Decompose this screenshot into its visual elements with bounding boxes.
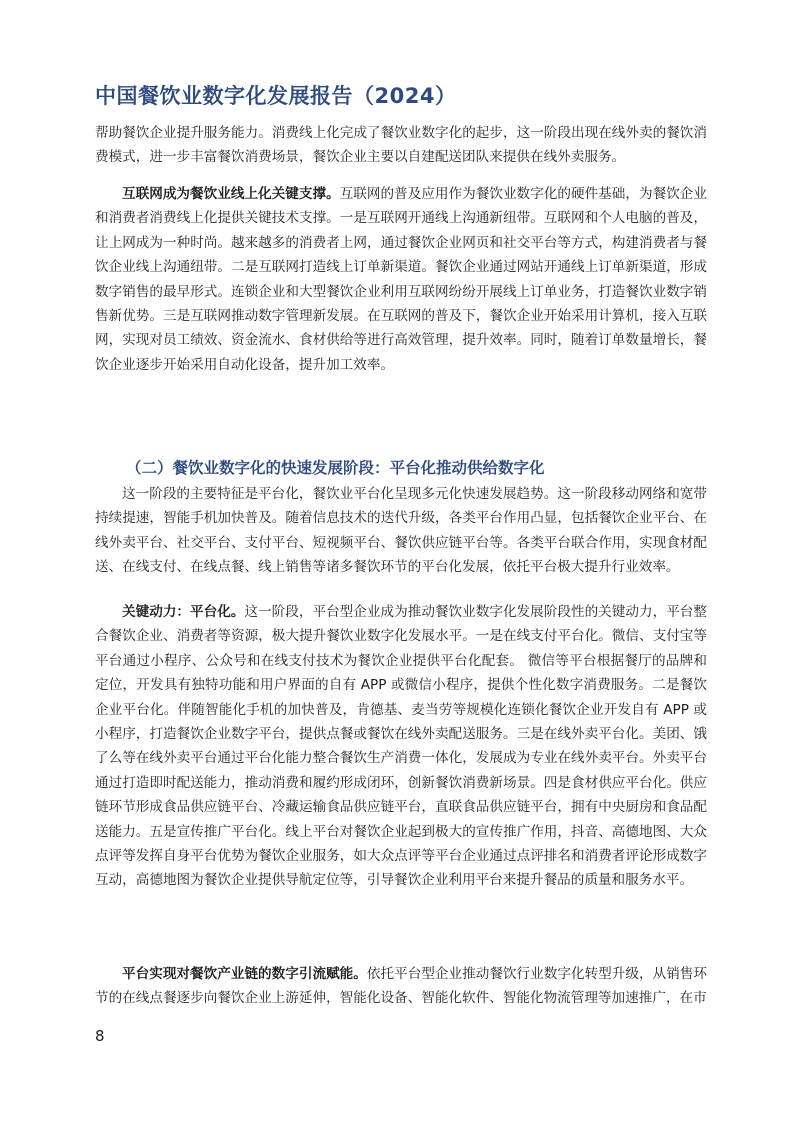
report-title: 中国餐饮业数字化发展报告（2024） bbox=[95, 84, 457, 108]
paragraph-consumption-online: 帮助餐饮企业提升服务能力。消费线上化完成了餐饮业数字化的起步，这一阶段出现在线外卖的餐饮消费模式，进一步丰富餐饮消费场景，餐饮企业主要以自建配送团队来提供在线外卖服务。 bbox=[95, 125, 707, 166]
paragraph-lead-key-driver: 关键动力：平台化。 bbox=[122, 604, 245, 620]
paragraph-platform-empower bbox=[95, 962, 707, 1011]
paragraph-key-driver bbox=[95, 600, 707, 893]
paragraph-stage-overview: 这一阶段的主要特征是平台化，餐饮业平台化呈现多元化快速发展趋势。这一阶段移动网络和宽带持续提速，智能手机加快普及。随着信息技术的迭代升级，各类平台作用凸显，包括餐饮企业平台、在线外卖平台、社交平台、支付平台、短视频平台、餐饮供应链平台等。各类平台联合作用，实现食材配送、在线支付、在线点餐、线上销售等诸多餐饮环节的平台化发展，依托平台极大提升行业效率。 bbox=[95, 486, 707, 576]
paragraph-body-platform: 依托平台型企业推动餐饮行业数字化转型升级，从销售环节的在线点餐逐步向餐饮企业上游延伸，智能化设备、智能化软件、智能化物流管理等加速推广，在市 bbox=[95, 966, 708, 1007]
page-number: 8 bbox=[95, 1027, 105, 1045]
paragraph-body-key-driver: 这一阶段，平台型企业成为推动餐饮业数字化发展阶段性的关键动力，平台整合餐饮企业、消费者等资源，极大提升餐饮业数字化发展水平。一是在线支付平台化。微信、支付宝等平台通过小程序、公众号和在线支付技术为餐饮企业提供平台化配套。 微信等平台根据餐厅的品牌和定位，开发具有独特功能和用户界面的自有 APP 或微信小程序，提供个性化数字消费服务。二是餐饮企业平台化。伴随智能化手机的加快普及，肯德基、麦当劳等规模化连锁化餐饮企业开发自有 APP 或小程序，打造餐饮企业数字平台，提供点餐或餐饮在线外卖配送服务。三是在线外卖平台化。美团、饿了么等在线外卖平台通过平台化能力整合餐饮生产消费一体化，发展成为专业在线外卖平台。外卖平台通过打造即时配送能力，推动消费和履约形成闭环，创新餐饮消费新场景。四是食材供应平台化。供应链环节形成食品供应链平台、冷藏运输食品供应链平台，直联食品供应链平台，拥有中央厨房和食品配送能力。五是宣传推广平台化。线上平台对餐饮企业起到极大的宣传推广作用，抖音、高德地图、大众点评等发挥自身平台优势为餐饮企业服务，如大众点评等平台企业通过点评排名和消费者评论形成数字互动，高德地图为餐饮企业提供导航定位等，引导餐饮企业利用平台来提升餐品的质量和服务水平。 bbox=[95, 604, 708, 889]
paragraph-internet-support bbox=[95, 182, 707, 377]
paragraph-lead-internet: 互联网成为餐饮业线上化关键支撑。 bbox=[122, 186, 340, 202]
paragraph-lead-platform: 平台实现对餐饮产业链的数字引流赋能。 bbox=[122, 966, 367, 982]
paragraph-body-internet: 互联网的普及应用作为餐饮业数字化的硬件基础，为餐饮企业和消费者消费线上化提供关键技术支撑。一是互联网开通线上沟通新纽带。互联网和个人电脑的普及，让上网成为一种时尚。越来越多的消费者上网，通过餐饮企业网页和社交平台等方式，构建消费者与餐饮企业线上沟通纽带。二是互联网打造线上订单新渠道。餐饮企业通过网站开通线上订单新渠道，形成数字销售的最早形式。连锁企业和大型餐饮企业利用互联网纷纷开展线上订单业务，打造餐饮业数字销售新优势。三是互联网推动数字管理新发展。在互联网的普及下，餐饮企业开始采用计算机，接入互联网，实现对员工绩效、资金流水、食材供给等进行高效管理，提升效率。同时，随着订单数量增长，餐饮企业逐步开始采用自动化设备，提升加工效率。 bbox=[95, 186, 708, 373]
section-heading: （二）餐饮业数字化的快速发展阶段：平台化推动供给数字化 bbox=[126, 459, 545, 477]
